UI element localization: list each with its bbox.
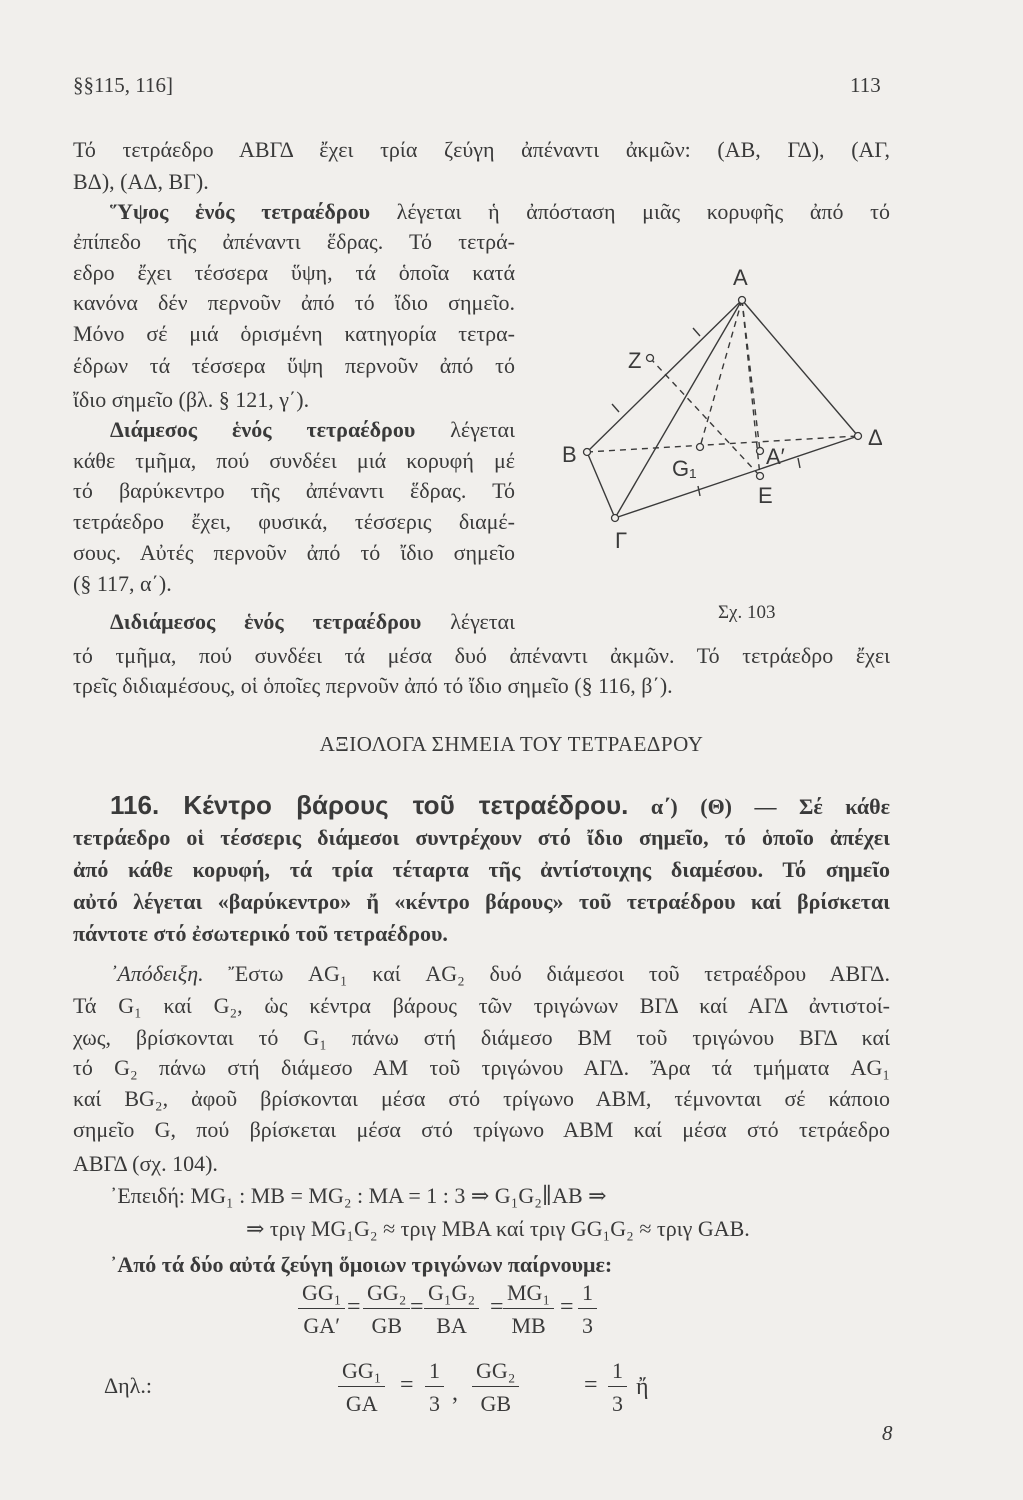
text-line [110,1183,890,1209]
text-line [73,1055,890,1081]
text-segment: α΄) (Θ) — [628,794,799,819]
text-segment: (§ 117, α΄). [73,571,172,596]
page-number-header: 113 [850,73,881,97]
median-AG1 [700,300,742,447]
text-segment: Ὕψος ἑνός τετραέδρου [110,199,370,224]
text-segment: τρεῖς διδιαμέσους, οἱ ὁποῖες περνοῦν ἀπό τό ἴδιο σημεῖο (§ 116, β΄). [73,673,673,698]
numerator: GG₁ [338,1358,385,1387]
fraction [608,1358,627,1417]
text-line [73,353,515,379]
figure-tetrahedron [560,240,900,560]
equals-sign: = [560,1294,574,1320]
text-segment: ΒΔ), (ΑΔ, ΒΓ). [73,169,209,194]
text-segment: εδρο ἔχει τέσσερα ὕψη, τά ὁποῖα κατά [73,260,515,285]
numerator: GG₂ [363,1280,410,1309]
equation-label: Δηλ.: [104,1373,152,1398]
text-line [73,643,890,669]
text-segment: τό G₂ πάνω στή διάμεσο ΑΜ τοῦ τριγώνου ΑΓΔ. Ἄρα τά τμήματα AG₁ [73,1055,890,1080]
text-segment: ᾿Επειδή: MG₁ : MB = MG₂ : MA = 1 : 3 ⇒ G₁G₂∥AB ⇒ [110,1183,607,1208]
label-Z: Z [628,348,642,373]
text-segment: λέγεται ἡ ἀπόσταση μιᾶς κορυφῆς ἀπό τό [369,199,890,224]
numerator: G₁G₂ [424,1280,479,1309]
denominator: 3 [612,1391,623,1416]
point-A [739,297,746,304]
text-segment: Σέ κάθε [798,794,890,819]
text-line [73,169,890,195]
text-line [246,1216,750,1242]
denominator: GA [345,1391,378,1416]
numerator: 1 [578,1280,597,1309]
edge-AD [742,300,858,436]
text-line [73,825,890,851]
text-segment: καί BG₂, ἀφοῦ βρίσκονται μέσα στό τρίγωνο ΑΒΜ, τέμνονται σέ κάποιο [73,1086,890,1111]
numerator: GG₂ [472,1358,519,1387]
text-segment: τό βαρύκεντρο τῆς ἀπέναντι ἕδρας. Τό [73,478,515,503]
text-line [73,1117,890,1143]
fraction [472,1358,519,1417]
text-segment: λέγεται [421,609,515,634]
label-E: E [758,483,773,508]
text-segment: σημεῖο G, πού βρίσκεται μέσα στό τρίγωνο ΑΒΜ καί μέσα στό τετράεδρο [73,1117,890,1142]
label-G1: G₁ [672,456,697,481]
text-segment: κάθε τμῆμα, πού συνδέει μιά κορυφή μέ [73,448,515,473]
text-line [73,478,515,504]
point-Ap [757,448,764,455]
text-line [110,417,515,443]
edge-AG [615,300,742,518]
text-segment: Μόνο σέ μιά ὁρισμένη κατηγορία τετρα- [73,321,515,346]
text-segment: ΑΒΓΔ (σχ. 104). [73,1151,218,1176]
numerator: 1 [608,1358,627,1387]
text-line [73,1086,890,1112]
figure-caption: Σχ. 103 [718,602,776,623]
text-segment: τετράεδρο ἔχει, φυσικά, τέσσερις διαμέ- [73,509,515,534]
point-Z [647,355,654,362]
text-line [110,792,890,820]
text-line [73,921,890,947]
text-line [73,137,890,163]
text-line [73,571,515,597]
denominator: BA [436,1313,467,1338]
text-segment: Τά G₁ καί G₂, ὡς κέντρα βάρους τῶν τριγώνων ΒΓΔ καί ΑΓΔ ἀντιστοί- [73,993,890,1018]
text-line [110,609,515,635]
point-G1 [697,444,704,451]
text-line [73,993,890,1019]
denominator: GA′ [303,1313,341,1338]
text-segment: σους. Αὐτές περνοῦν ἀπό τό ἴδιο σημεῖο [73,540,515,565]
numerator: GG₁ [298,1280,345,1309]
text-line [110,199,890,225]
text-line [73,260,515,286]
text-segment: ἀπό κάθε κορυφή, τά τρία τέταρτα τῆς ἀντίστοιχης διαμέσου. Τό σημεῖο [73,857,890,882]
comma: , [452,1380,458,1406]
text-line [73,290,515,316]
text-segment: πάντοτε στό ἐσωτερικό τοῦ τετραέδρου. [73,921,448,946]
text-segment: ⇒ τριγ MG₁G₂ ≈ τριγ MBA καί τριγ GG₁G₂ ≈ τριγ GAB. [246,1216,750,1241]
text-line [73,387,515,413]
text-line [110,1252,890,1278]
text-segment: ἴδιο σημεῖο (βλ. § 121, γ΄). [73,387,310,412]
equals-sign: = [584,1372,598,1398]
text-line [110,961,890,987]
equals-sign: = [400,1372,414,1398]
point-B [584,449,591,456]
text-segment: Τό τετράεδρο ΑΒΓΔ ἔχει τρία ζεύγη ἀπέναντι ἀκμῶν: (ΑΒ, ΓΔ), (ΑΓ, [73,137,890,162]
text-line [73,673,890,699]
text-segment: τετράεδρο οἱ τέσσερις διάμεσοι συντρέχουν στό ἴδιο σημεῖο, τό ὁποῖο ἀπέχει [73,825,890,850]
point-E [757,473,764,480]
label-D: Δ [868,425,883,450]
equals-sign: = [410,1294,424,1320]
edge-BG [587,452,615,518]
text-segment: λέγεται [415,417,515,442]
text-segment: 116. Κέντρο βάρους τοῦ τετραέδρου. [110,790,629,820]
fraction [503,1280,554,1339]
denominator: GB [480,1391,511,1416]
text-segment: ᾿Από τά δύο αὐτά ζεύγη ὅμοιων τριγώνων παίρνουμε: [110,1252,613,1277]
text-segment: ᾿Απόδειξη. [110,961,204,986]
segment-ZE [650,358,760,476]
denominator: 3 [429,1391,440,1416]
text-segment: κανόνα δέν περνοῦν ἀπό τό ἴδιο σημεῖο. [73,290,515,315]
text-segment: Διάμεσος ἑνός τετραέδρου [110,417,416,442]
text-line [73,229,515,255]
text-line [73,1151,890,1177]
numerator: 1 [425,1358,444,1387]
denominator: 3 [582,1313,593,1338]
label-A: A [733,265,748,290]
fraction [363,1280,410,1339]
equals-sign: = [490,1294,504,1320]
text-segment: ἐπίπεδο τῆς ἀπέναντι ἕδρας. Τό τετρά- [73,229,515,254]
text-line [73,321,515,347]
equals-sign: = [347,1294,361,1320]
section-reference: §§115, 116] [73,73,173,97]
text-line [73,889,890,915]
denominator: MB [511,1313,546,1338]
text-segment: Ἔστω AG₁ καί AG₂ δυό διάμεσοι τοῦ τετραέδρου ΑΒΓΔ. [203,961,890,986]
text-line [73,1025,890,1051]
fraction [425,1358,444,1417]
point-G [612,515,619,522]
fraction [298,1280,345,1339]
label-G: Γ [615,528,628,553]
signature-mark: 8 [882,1421,893,1445]
fraction [338,1358,385,1417]
numerator: MG₁ [503,1280,554,1309]
text-segment: τό τμῆμα, πού συνδέει τά μέσα δυό ἀπέναντι ἀκμῶν. Τό τετράεδρο ἔχει [73,643,890,668]
edge-GD [615,436,858,518]
point-D [855,433,862,440]
text-segment: χως, βρίσκονται τό G₁ πάνω στή διάμεσο ΒΜ τοῦ τριγώνου ΒΓΔ καί [73,1025,890,1050]
text-segment: Διδιάμεσος ἑνός τετραέδρου [110,609,422,634]
text-line [73,509,515,535]
text-line [73,448,515,474]
label-Ap: A′ [766,444,785,469]
text-line [73,540,515,566]
edge-AB [587,300,742,452]
fraction [578,1280,597,1339]
text-segment: έδρων τά τέσσερα ὕψη περνοῦν ἀπό τό [73,353,515,378]
label-B: B [562,442,577,467]
text-or: ἤ [636,1374,649,1400]
text-segment: αὐτό λέγεται «βαρύκεντρο» ἤ «κέντρο βάρους» τοῦ τετραέδρου καί βρίσκεται [73,889,890,914]
section-heading: ΑΞΙΟΛΟΓΑ ΣΗΜΕΙΑ ΤΟΥ ΤΕΤΡΑΕΔΡΟΥ [319,732,704,756]
text-line [73,857,890,883]
denominator: GB [371,1313,402,1338]
fraction [424,1280,479,1339]
